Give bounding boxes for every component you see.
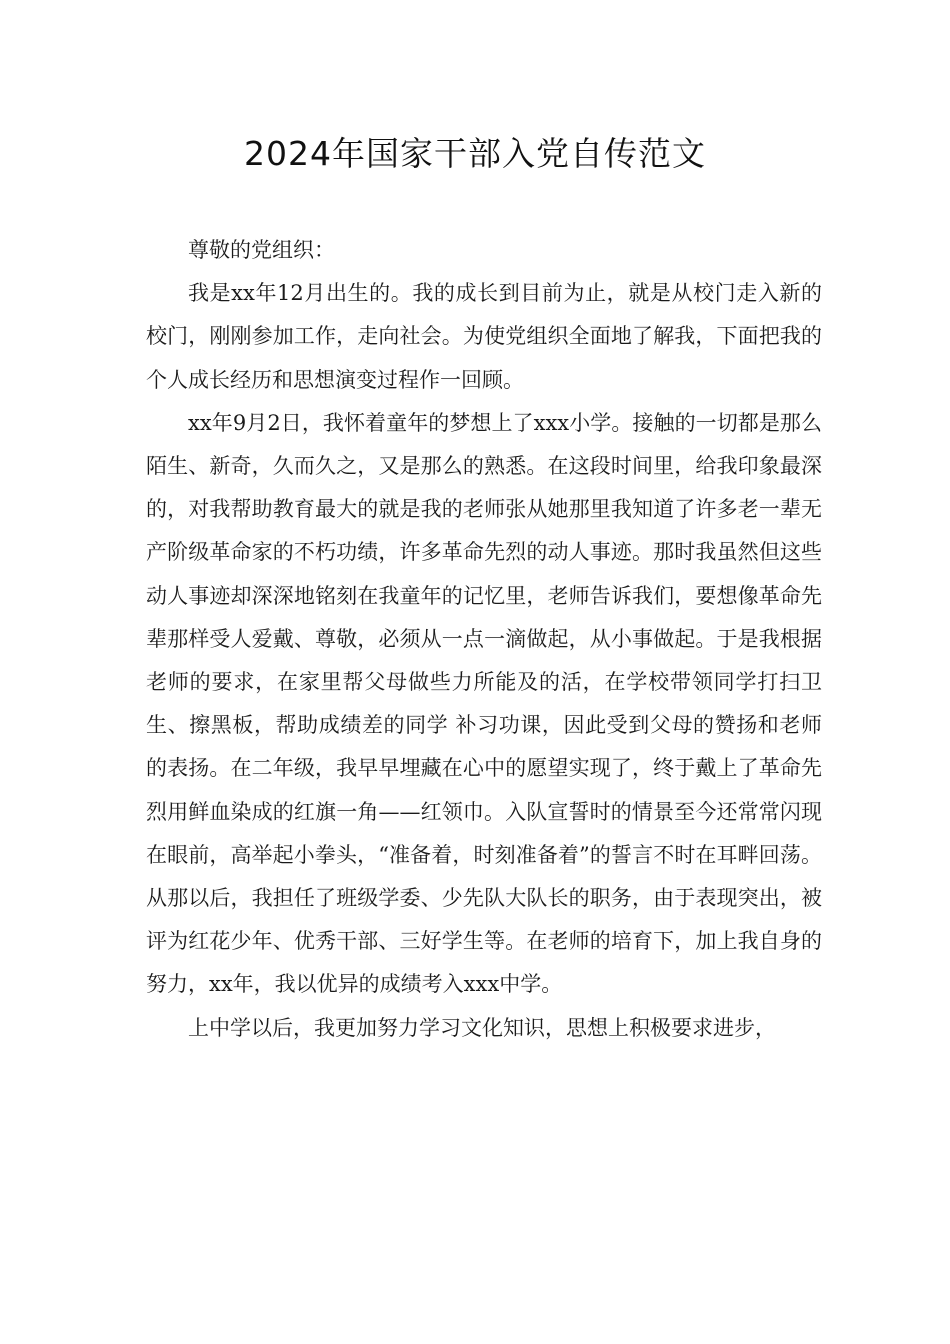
document-title: 2024年国家干部入党自传范文 xyxy=(244,134,706,173)
salutation: 尊敬的党组织： xyxy=(188,238,335,262)
document-body xyxy=(146,229,822,1050)
paragraph: 上中学以后，我更加努力学习文化知识，思想上积极要求进步， xyxy=(188,1015,776,1040)
paragraph: xx年9月2日，我怀着童年的梦想上了xxx小学。接触的一切都是那么陌生、新奇，久而久之，又是那么的熟悉。在这段时间里，给我印象最深的，对我帮助教育最大的就是我的老师张从她那里我知道了许多老一辈无产阶级革命家的不朽功绩，许多革命先烈的动人事迹。那时我虽然但这些动人事迹却深深地铭刻在我童年的记忆里，老师告诉我们，要想像革命先辈那样受人爱戴、尊敬，必须从一点一滴做起，从小事做起。于是我根据老师的要求，在家里帮父母做些力所能及的活，在学校带领同学打扫卫生、擦黑板，帮助成绩差的同学 补习功课，因此受到父母的赞扬和老师的表扬。在二年级，我早早埋藏在心中的愿望实现了，终于戴上了革命先烈用鲜血染成的红旗一角——红领巾。入队宣誓时的情景至今还常常闪现在眼前，高举起小拳头，“准备着，时刻准备着”的誓言不时在耳畔回荡。从那以后，我担任了班级学委、少先队大队长的职务，由于表现突出，被评为红花少年、优秀干部、三好学生等。在老师的培育下，加上我自身的努力，xx年，我以优异的成绩考入xxx中学。 xyxy=(146,410,822,997)
paragraph: 我是xx年12月出生的。我的成长到目前为止，就是从校门走入新的校门，刚刚参加工作，走向社会。为使党组织全面地了解我，下面把我的个人成长经历和思想演变过程作一回顾。 xyxy=(146,281,822,392)
